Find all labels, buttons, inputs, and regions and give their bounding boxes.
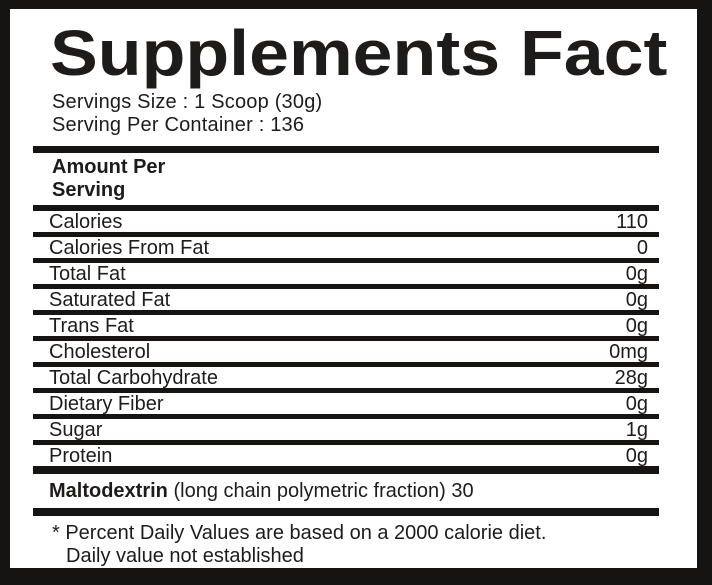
- nutrient-label: Total Carbohydrate: [49, 367, 218, 389]
- nutrient-row-calories: [33, 211, 659, 237]
- serving-size-text: Servings Size : 1 Scoop (30g): [52, 91, 323, 113]
- nutrient-label: Sugar: [49, 419, 103, 441]
- section-divider-top: [33, 146, 659, 153]
- nutrient-row-trans-fat: [33, 315, 659, 341]
- ingredient-row: [33, 479, 659, 503]
- nutrient-label: Calories From Fat: [49, 237, 210, 259]
- nutrient-value: 110: [616, 211, 648, 233]
- amount-per-line: Amount Per: [52, 156, 166, 178]
- amount-per-serving-header: [52, 156, 697, 202]
- nutrient-row-sugar: [33, 419, 659, 445]
- nutrient-row-cholesterol: [33, 341, 659, 367]
- footnote-not-established: Daily value not established: [66, 545, 304, 567]
- nutrient-label: Protein: [49, 445, 113, 467]
- nutrient-label: Total Fat: [49, 263, 126, 285]
- nutrient-label: Calories: [49, 211, 123, 233]
- nutrient-value: 1g: [625, 419, 648, 441]
- nutrient-value: 0g: [625, 315, 648, 337]
- nutrient-label: Trans Fat: [49, 315, 134, 337]
- nutrient-row-calories-from-fat: [33, 237, 659, 263]
- nutrient-value: 0g: [625, 445, 648, 467]
- nutrient-row-saturated-fat: [33, 289, 659, 315]
- section-divider-bottom: [33, 508, 659, 516]
- footnote: [52, 522, 659, 568]
- nutrient-value: 0g: [625, 289, 648, 311]
- nutrient-label: Cholesterol: [49, 341, 151, 363]
- nutrient-value: 0: [636, 237, 648, 259]
- nutrient-row-total-fat: [33, 263, 659, 289]
- label-title: Supplements Fact: [50, 17, 668, 89]
- nutrient-row-dietary-fiber: [33, 393, 659, 419]
- ingredient-detail: (long chain polymetric fraction) 30: [173, 480, 474, 502]
- nutrient-label: Saturated Fat: [49, 289, 171, 311]
- nutrient-row-total-carbohydrate: [33, 367, 659, 393]
- servings-per-container-text: Serving Per Container : 136: [52, 114, 305, 136]
- footnote-daily-values: * Percent Daily Values are based on a 2000 calorie diet.: [52, 522, 547, 544]
- nutrient-label: Dietary Fiber: [49, 393, 164, 415]
- nutrient-value: 28g: [614, 367, 648, 389]
- nutrient-value: 0mg: [609, 341, 648, 363]
- ingredient-name: Maltodextrin: [49, 480, 168, 502]
- serving-line: Serving: [52, 179, 126, 201]
- serving-info: [52, 91, 697, 137]
- nutrient-value: 0g: [625, 263, 648, 285]
- nutrient-value: 0g: [625, 393, 648, 415]
- nutrient-table: [33, 211, 659, 474]
- nutrient-row-protein: [33, 445, 659, 474]
